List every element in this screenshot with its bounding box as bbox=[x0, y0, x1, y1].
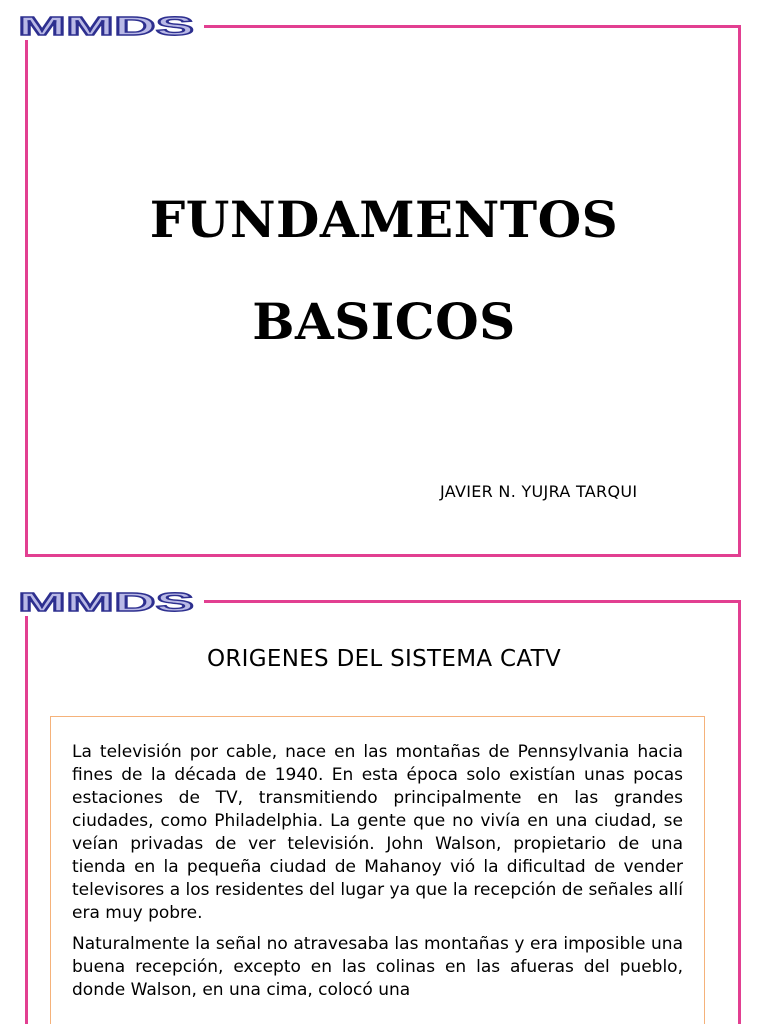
slide-title-line-2: BASICOS bbox=[252, 292, 516, 351]
content-slide bbox=[0, 580, 768, 1024]
mmds-logo bbox=[16, 588, 204, 616]
section-title: ORIGENES DEL SISTEMA CATV bbox=[207, 646, 561, 672]
mmds-logo bbox=[16, 12, 204, 40]
logo-text: MMDS bbox=[18, 588, 194, 616]
mmds-logo-icon bbox=[16, 12, 198, 40]
content-box bbox=[50, 716, 705, 1024]
author-name: JAVIER N. YUJRA TARQUI bbox=[440, 482, 638, 501]
slide-frame bbox=[25, 25, 741, 557]
mmds-logo-icon bbox=[16, 588, 198, 616]
paragraph: La televisión por cable, nace en las montañas de Pennsylvania hacia fines de la década de 1940. En esta época solo existían unas pocas estaciones de TV, transmitiendo principalmente en las grandes ciudades, como Philadelphia. La gente que no vivía en una ciudad, se veían privadas de ver televisión. John Walson, propietario de una tienda en la pequeña ciudad de Mahanoy vió la dificultad de vender televisores a los residentes del lugar ya que la recepción de señales allí era muy pobre. bbox=[72, 742, 683, 923]
paragraph: Naturalmente la señal no atravesaba las montañas y era imposible una buena recepción, excepto en las colinas en las afueras del pueblo, donde Walson, en una cima, colocó una bbox=[72, 934, 683, 1000]
logo-text: MMDS bbox=[18, 12, 194, 40]
slide-title-line-1: FUNDAMENTOS bbox=[149, 190, 619, 249]
